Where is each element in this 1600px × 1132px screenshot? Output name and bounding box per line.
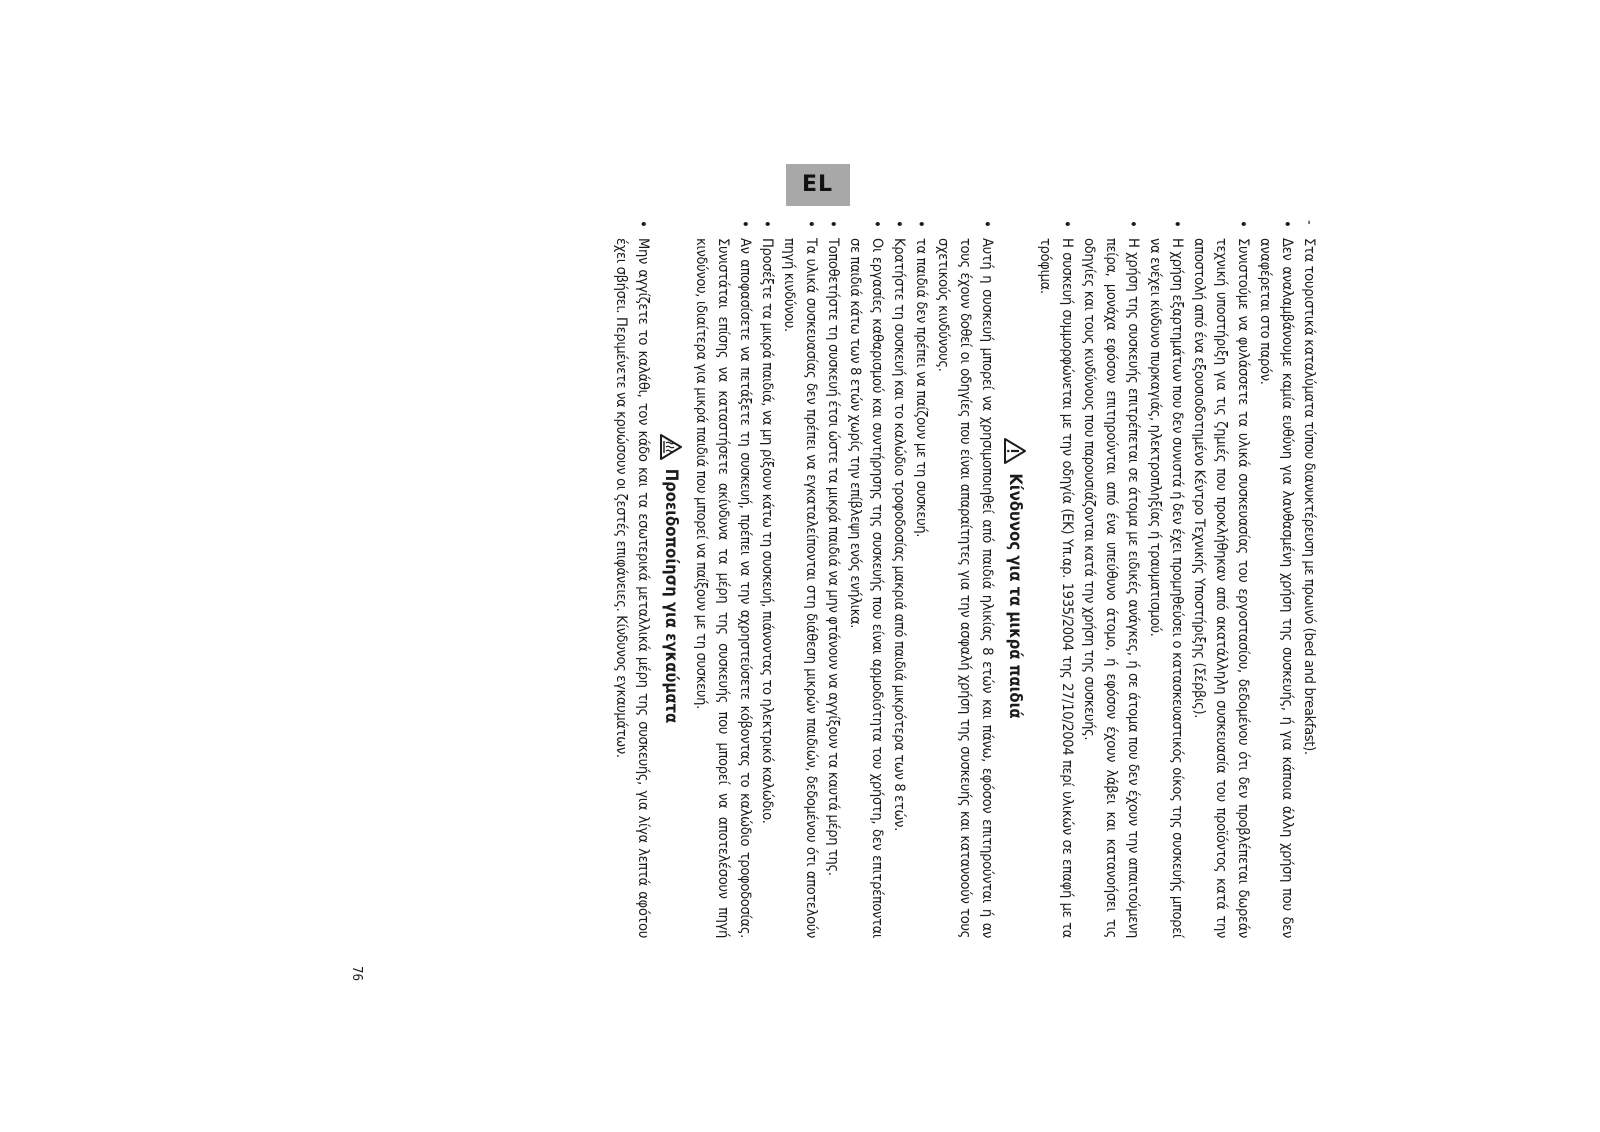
page-number: 76 xyxy=(349,966,364,981)
burns-section-title: Προειδοποίηση για εγκαύματα xyxy=(662,468,681,724)
children-section-title: Κίνδυνος για τα μικρά παιδιά xyxy=(1006,473,1025,719)
page-content xyxy=(610,218,1320,938)
intro-item: • Η χρήση εξαρτημάτων που δεν συνιστά ή δεν έχει προμηθεύσει ο κατασκευαστικός οίκος της συσκευής μπορεί να ενέχει κίνδυνο πυρκαγιάς, ηλεκτροπληξίας ή τραυματισμού. xyxy=(1144,218,1188,938)
children-item: • Κρατήστε τη συσκευή και το καλώδιο τροφοδοσίας μακριά από παιδιά μικρότερα των 8 ετών. xyxy=(888,218,910,938)
language-tab xyxy=(786,164,850,206)
children-item: • Τα υλικά συσκευασίας δεν πρέπει να εγκαταλείπονται στη διάθεση μικρών παιδιών, δεδομένου ότι αποτελούν πηγή κινδύνου. xyxy=(778,218,822,938)
manual-page xyxy=(220,172,1320,981)
children-item: • Αν αποφασίσετε να πετάξετε τη συσκευή, πρέπει να την αχρηστεύσετε κόβοντας το καλώδιο τροφοδοσίας. Συνιστάται επίσης να καταστήσετε ακίνδυνα τα μέρη της συσκευής που μπορεί να αποτελέσουν πηγή κινδύνου, ιδιαίτερα για μικρά παιδιά που μπορεί να παίξουν με τη συσκευή. xyxy=(690,218,756,938)
children-item: • Αυτή η συσκευή μπορεί να χρησιμοποιηθεί από παιδιά ηλικίας 8 ετών και πάνω, εφόσον επιτηρούνται ή αν τους έχουν δοθεί οι οδηγίες που είναι απαραίτητες για την ασφαλή χρήση της συσκευής και κατανοούν τους σχετικούς κινδύνους. xyxy=(932,218,998,938)
intro-item: • Η χρήση της συσκευής επιτρέπεται σε άτομα με ειδικές ανάγκες, ή σε άτομα που δεν έχουν την απαιτούμενη πείρα, μονάχα εφόσον επιτηρούνται από ένα υπεύθυνο άτομο, ή εφόσον έχουν λάβει και κατανοήσει τις οδηγίες και τους κινδύνους που παρουσιάζονται κατά την χρήση της συσκευής. xyxy=(1078,218,1144,938)
burns-section-heading xyxy=(656,218,686,938)
hot-surface-warning-icon xyxy=(659,433,683,461)
children-item: • τα παιδιά δεν πρέπει να παίζουν με τη συσκευή. xyxy=(910,218,932,938)
intro-item: • Η συσκευή συμμορφώνεται με την οδηγία (ΕΚ) Υπ.αρ. 1935/2004 της 27/10/2004 περί υλικών σε επαφή με τα τρόφιμα. xyxy=(1034,218,1078,938)
children-item: • Τοποθετήστε τη συσκευή έτσι ώστε τα μικρά παιδιά να μην φτάνουν να αγγίξουν τα καυτά μέρη της. xyxy=(822,218,844,938)
intro-item: • Δεν αναλαμβάνουμε καμία ευθύνη για λανθασμένη χρήση της συσκευής, ή για κάποια άλλη χρήση που δεν αναφέρεται στο παρόν. xyxy=(1254,218,1298,938)
language-tab-label: EL xyxy=(802,172,834,198)
warning-triangle-icon xyxy=(1003,437,1027,465)
children-item: • Προσέξτε τα μικρά παιδιά, να μη ρίξουν κάτω τη συσκευή, πιάνοντας το ηλεκτρικό καλώδιο. xyxy=(756,218,778,938)
intro-item: • Συνιστούμε να φυλάσσετε τα υλικά συσκευασίας του εργοστασίου, δεδομένου ότι δεν προβλέπεται δωρεάν τεχνική υποστήριξη για τις ζημιές που προκλήθηκαν από ακατάλληλη συσκευασία του προϊόντος κατά την αποστολή από ένα εξουσιοδοτημένο Κέντρο Τεχνικής Υποστήριξης (Σέρβις). xyxy=(1188,218,1254,938)
intro-item: - Στα τουριστικά καταλύματα τύπου διανυκτέρευση με πρωινό (bed and breakfast). xyxy=(1298,218,1320,938)
children-item: • Οι εργασίες καθαρισμού και συντήρησης της συσκευής που είναι αρμοδιότητα του χρήστη, δεν επιτρέπονται σε παιδιά κάτω των 8 ετών χωρίς την επίβλεψη ενός ενήλικα. xyxy=(844,218,888,938)
burns-item: • Μην αγγίζετε το καλάθι, τον κάδο και τα εσωτερικά μεταλλικά μέρη της συσκευής, για λίγα λεπτά αφότου έχει σβήσει. Περιμένετε να κρυώσουν οι ζεστές επιφάνειες. Κίνδυνος εγκαυμάτων. xyxy=(610,218,654,938)
children-section-heading xyxy=(1000,218,1030,938)
